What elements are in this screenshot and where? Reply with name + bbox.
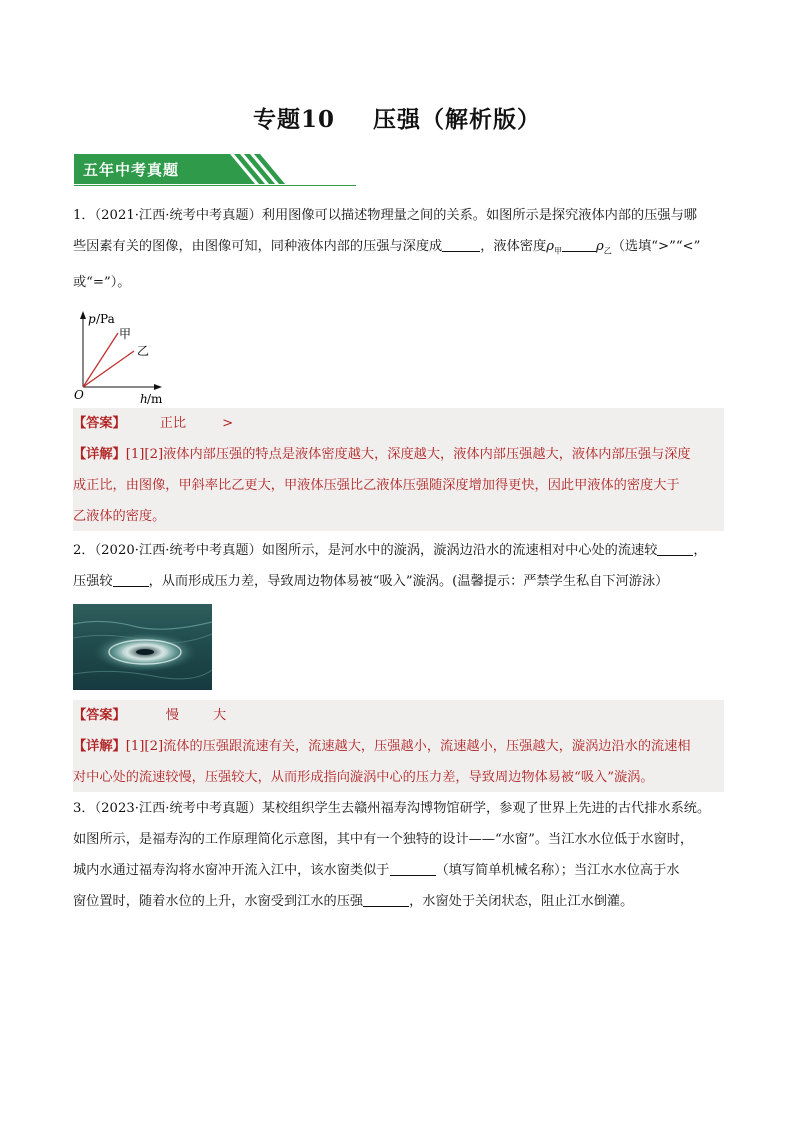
- q3-blank-1[interactable]: [390, 861, 436, 876]
- banner-stripes-icon: [220, 154, 330, 186]
- section-banner: [74, 154, 356, 186]
- q1-text-a: 些因素有关的图像，由图像可知，同种液体内部的压强与深度成: [73, 239, 443, 254]
- q1-text-b: ，液体密度: [480, 239, 547, 254]
- q3-blank-2[interactable]: [363, 892, 409, 907]
- q1-answer-value-2: >: [222, 416, 234, 431]
- q2-answer-box: [73, 700, 724, 792]
- whirlpool-photo: [73, 604, 212, 690]
- q1-rho-2: ρ: [595, 239, 604, 254]
- graph-ylabel-p: p: [88, 312, 96, 326]
- q1-blank-2[interactable]: [562, 237, 596, 252]
- q1-line1: 1．（2021·江西·统考中考真题）利用图像可以描述物理量之间的关系。如图所示是探究液体内部的压强与哪: [73, 208, 697, 223]
- question-2: [73, 535, 723, 597]
- q2-detail-line2: 对中心处的流速较慢，压强较大，从而形成指向漩涡中心的压力差，导致周边物体易被“吸入”漩涡。: [73, 770, 654, 785]
- graph-ylabel-unit: /Pa: [96, 312, 115, 326]
- q1-detail-line2: 成正比，由图像，甲斜率比乙更大，甲液体压强比乙液体压强随深度增加得更快，因此甲液体的密度大于: [73, 478, 680, 493]
- page-title: [0, 101, 794, 134]
- q3-line3: [73, 855, 723, 886]
- q1-line2: [73, 231, 723, 267]
- title-text: 压强（解析版）: [373, 106, 541, 133]
- graph-label-jia: 甲: [119, 327, 132, 341]
- banner-underline: [74, 185, 356, 186]
- graph-xlabel-h: h: [140, 392, 148, 405]
- q3-text-a: 城内水通过福寿沟将水窗冲开流入江中，该水窗类似于: [73, 863, 390, 878]
- q1-answer-box: [73, 408, 724, 531]
- q1-blank-1[interactable]: [442, 237, 480, 252]
- q2-answer-value-2: 大: [212, 708, 227, 723]
- q2-text-b: ，: [693, 543, 707, 558]
- q2-answer-value-1: 慢: [165, 708, 179, 723]
- graph-origin: O: [74, 388, 84, 402]
- q1-answer-value-1: 正比: [159, 416, 187, 431]
- q3-line4: [73, 886, 723, 917]
- q1-pressure-depth-graph: [74, 309, 174, 409]
- graph-line-yi: [83, 351, 134, 387]
- q2-line2: [73, 566, 723, 597]
- title-number: 专题10: [252, 106, 335, 133]
- q1-rho-1: ρ: [546, 239, 554, 254]
- q2-answer-row: [73, 700, 724, 731]
- q2-detail-line1: [73, 731, 724, 762]
- q3-text-b: （填写简单机械名称）；当江水水位高于水: [435, 863, 680, 878]
- q1-line3: 或“=”）。: [73, 274, 131, 290]
- q2-answer-tag: 【答案】: [73, 708, 126, 723]
- q1-answer-row: [73, 408, 724, 439]
- q1-detail-tag: 【详解】: [73, 447, 126, 462]
- graph-xlabel-unit: /m: [147, 392, 163, 405]
- section-label: 五年中考真题: [83, 161, 180, 179]
- q1-sub-jia: 甲: [553, 246, 562, 256]
- q2-detail-text-1: [1][2]流体的压强跟流速有关，流速越大，压强越小，流速越小，压强越大，漩涡边沿水的流速相: [125, 739, 691, 754]
- q2-text-d: ，从而形成压力差，导致周边物体易被“吸入”漩涡。(温馨提示：严禁学生私自下河游泳）: [148, 574, 669, 589]
- q2-blank-1[interactable]: [657, 541, 693, 556]
- q3-text-d: ，水窗处于关闭状态，阻止江水倒灌。: [409, 894, 634, 909]
- q3-text-c: 窗位置时，随着水位的上升，水窗受到江水的压强: [73, 894, 364, 909]
- q2-text-c: 压强较: [73, 574, 113, 589]
- q1-answer-tag: 【答案】: [73, 416, 126, 431]
- q3-line1: 3．（2023·江西·统考中考真题）某校组织学生去赣州福寿沟博物馆研学，参观了世界上先进的古代排水系统。: [73, 801, 711, 816]
- q2-detail-tag: 【详解】: [73, 739, 126, 754]
- q2-line1: [73, 535, 723, 566]
- q2-text-a: 2．（2020·江西·统考中考真题）如图所示，是河水中的漩涡，漩涡边沿水的流速相对中心处的流速较: [73, 543, 658, 558]
- q1-text-c: （选填“>”“<”: [611, 239, 701, 254]
- q1-detail-line1: [73, 439, 724, 470]
- graph-line-jia: [83, 333, 118, 387]
- question-1: [73, 200, 723, 298]
- q2-blank-2[interactable]: [113, 572, 149, 587]
- q1-sub-yi: 乙: [603, 246, 612, 256]
- q3-line2: 如图所示，是福寿沟的工作原理简化示意图，其中有一个独特的设计——“水窗”。当江水水位低于水窗时，: [73, 832, 694, 847]
- q1-detail-line3: 乙液体的密度。: [73, 509, 166, 524]
- q1-detail-text-1: [1][2]液体内部压强的特点是液体密度越大，深度越大，液体内部压强越大，液体内部压强与深度: [125, 447, 691, 462]
- question-3: [73, 793, 723, 917]
- graph-label-yi: 乙: [137, 344, 150, 358]
